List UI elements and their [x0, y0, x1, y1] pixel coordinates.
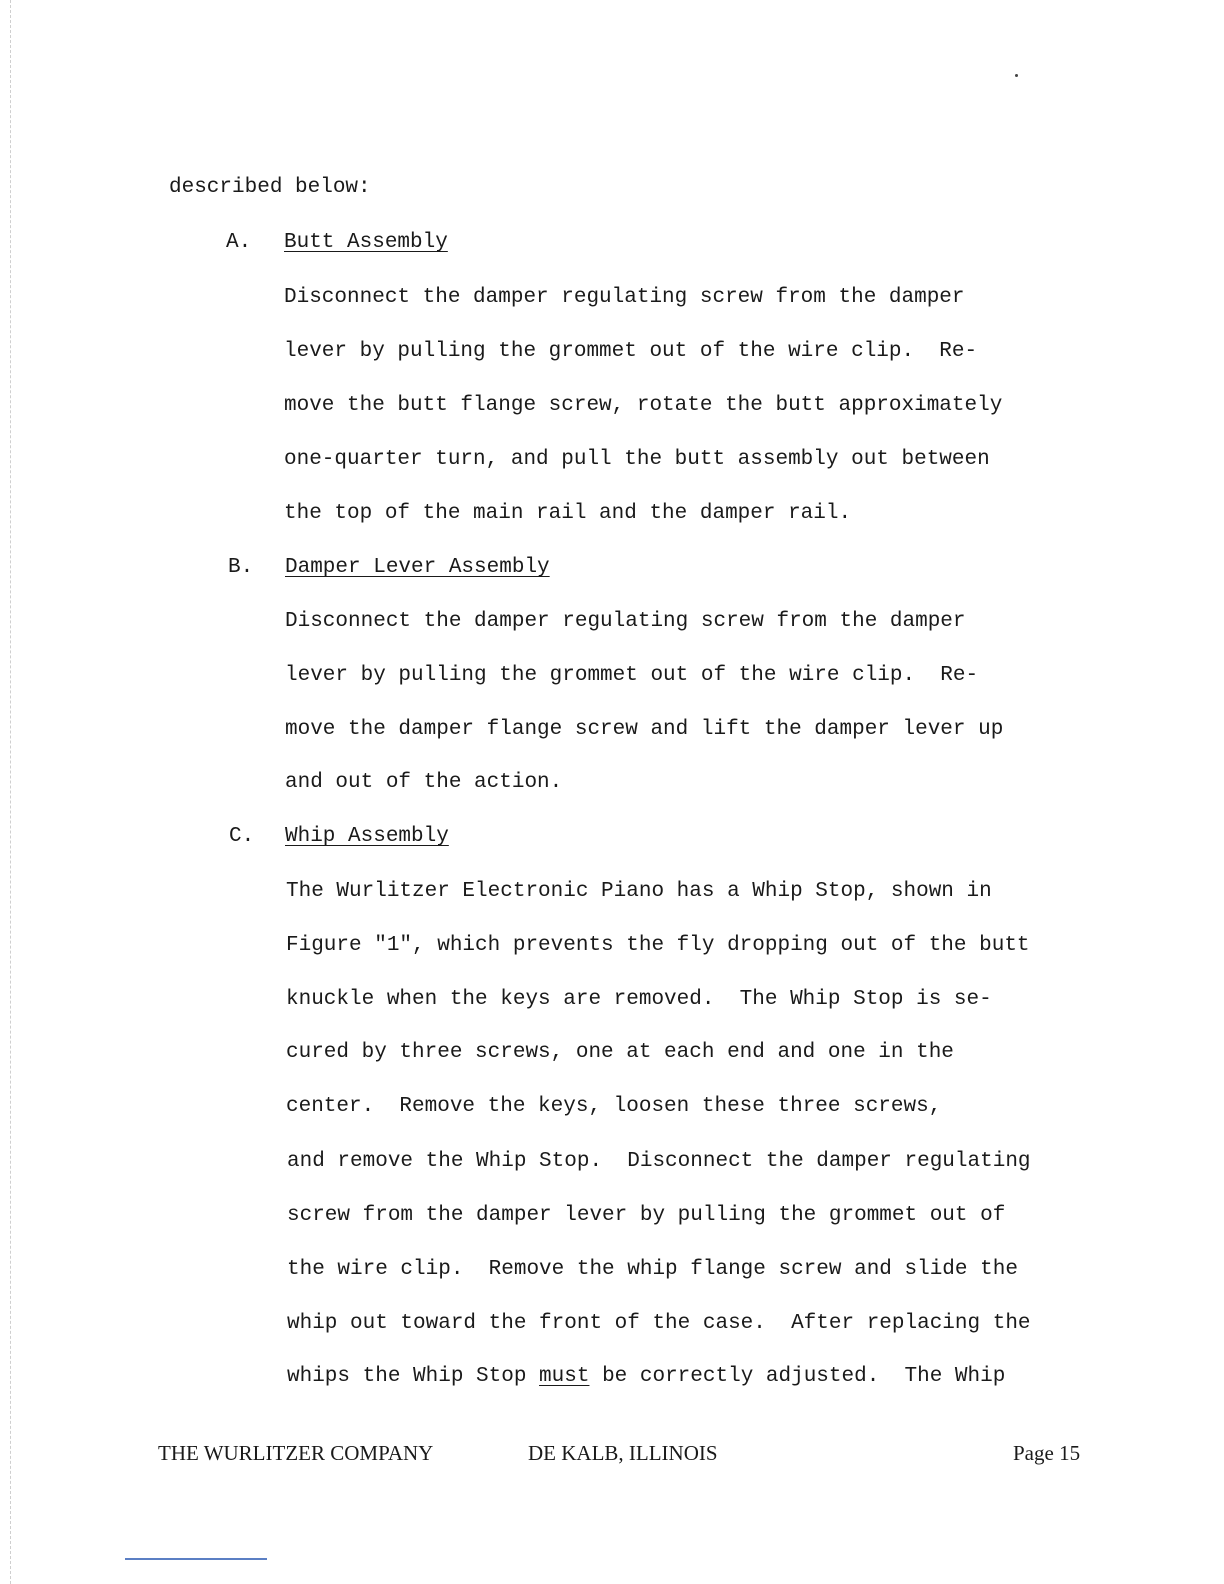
section-b-title: Damper Lever Assembly — [285, 556, 550, 579]
section-a-line: move the butt flange screw, rotate the butt approximately — [284, 394, 1003, 417]
section-c-title: Whip Assembly — [285, 825, 449, 848]
section-a-title: Butt Assembly — [284, 231, 448, 254]
scan-edge-marks — [10, 0, 12, 1584]
bottom-blue-rule — [125, 1558, 267, 1560]
footer-page-number: Page 15 — [1013, 1441, 1081, 1465]
section-c-line: knuckle when the keys are removed. The Whip Stop is se- — [286, 988, 992, 1011]
section-b-line: move the damper flange screw and lift the damper lever up — [285, 718, 1004, 741]
section-a-line: the top of the main rail and the damper rail. — [284, 502, 852, 525]
section-c-line: screw from the damper lever by pulling the grommet out of — [287, 1204, 1006, 1227]
intro-text: described below: — [169, 176, 371, 199]
section-c-letter: C. — [229, 825, 255, 848]
section-a-line: one-quarter turn, and pull the butt assembly out between — [284, 448, 990, 471]
section-c-line: center. Remove the keys, loosen these three screws, — [286, 1095, 942, 1118]
section-b-line: and out of the action. — [285, 771, 563, 794]
section-b-letter: B. — [228, 556, 254, 579]
section-c-line: and remove the Whip Stop. Disconnect the damper regulating — [287, 1150, 1031, 1173]
section-b-line: Disconnect the damper regulating screw from the damper — [285, 610, 966, 633]
footer-company: THE WURLITZER COMPANY — [158, 1441, 434, 1465]
section-c-line: the wire clip. Remove the whip flange screw and slide the — [287, 1258, 1018, 1281]
section-c-line: whip out toward the front of the case. After replacing the — [287, 1312, 1031, 1335]
emphasis-must: must — [539, 1365, 590, 1388]
section-c-line: Figure "1", which prevents the fly dropping out of the butt — [286, 934, 1030, 957]
scan-speck — [1015, 74, 1018, 77]
section-c-line: cured by three screws, one at each end and one in the — [286, 1041, 954, 1064]
section-a-line: Disconnect the damper regulating screw from the damper — [284, 286, 965, 309]
section-c-line: The Wurlitzer Electronic Piano has a Whip Stop, shown in — [286, 880, 992, 903]
section-a-line: lever by pulling the grommet out of the wire clip. Re- — [284, 340, 978, 363]
section-c-last-line — [287, 1364, 1005, 1390]
last-line-before: whips the Whip Stop — [287, 1365, 540, 1388]
section-a-letter: A. — [226, 231, 252, 254]
section-b-line: lever by pulling the grommet out of the wire clip. Re- — [285, 664, 979, 687]
footer-location: DE KALB, ILLINOIS — [528, 1441, 718, 1465]
last-line-after: be correctly adjusted. The Whip — [589, 1365, 1006, 1388]
